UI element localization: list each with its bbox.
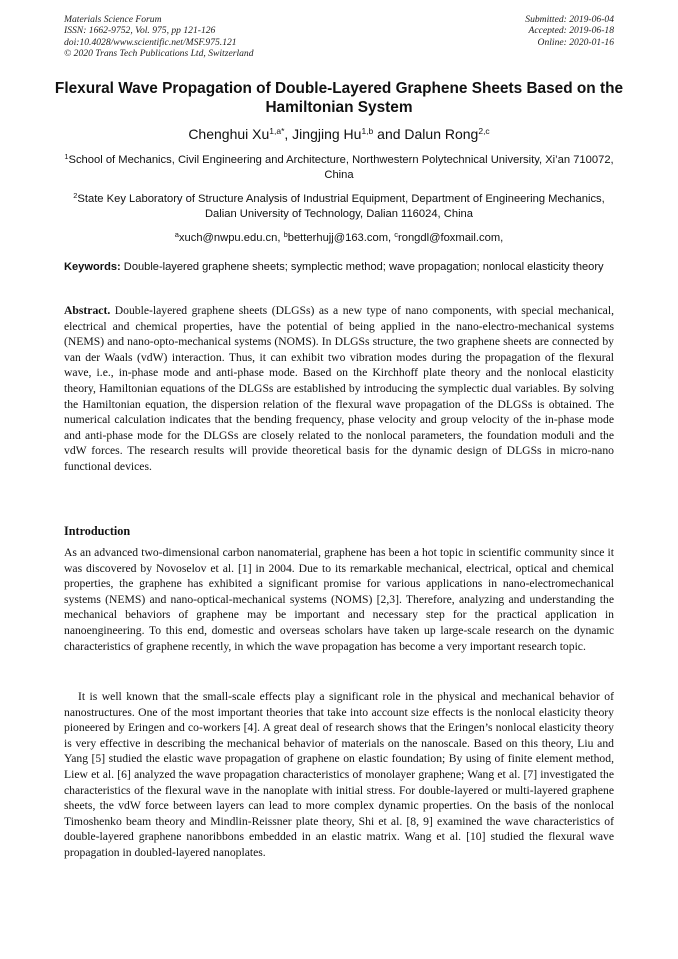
affiliation	[56, 149, 622, 183]
author-separator: and	[373, 126, 405, 142]
doi: doi:10.4028/www.scientific.net/MSF.975.121	[64, 36, 237, 48]
abstract-label: Abstract.	[64, 304, 111, 317]
copyright: © 2020 Trans Tech Publications Ltd, Switzerland	[64, 47, 254, 59]
submission-dates	[525, 14, 614, 48]
author-name: Dalun Rong	[404, 126, 479, 142]
keywords-text: Double-layered graphene sheets; symplectic method; wave propagation; nonlocal elasticity theory	[120, 261, 604, 273]
issn-volume: ISSN: 1662-9752, Vol. 975, pp 121-126	[64, 25, 216, 37]
submitted-date: Submitted: 2019-06-04	[525, 14, 614, 25]
introduction-heading: Introduction	[64, 524, 131, 538]
author-separator: ,	[284, 126, 293, 142]
affiliation	[56, 188, 622, 222]
author-name: Chenghui Xu	[188, 126, 270, 142]
author-name: Jingjing Hu	[292, 126, 362, 142]
keywords-label: Keywords:	[64, 261, 121, 273]
affiliation-text: State Key Laboratory of Structure Analysis of Industrial Equipment, Department of Engineering Mechanics, Dalian University of Technology, Dalian 116024, China	[77, 193, 605, 221]
accepted-date: Accepted: 2019-06-18	[528, 25, 614, 37]
author-affiliation-marker: 1,a*	[269, 126, 285, 136]
author-list	[40, 122, 638, 143]
abstract-text: Double-layered graphene sheets (DLGSs) as a new type of nano components, with special mechanical, electrical and chemical properties, have the potential of being applied in the nano-electro-mechanical systems (NEMS) and nano-opto-mechanical systems (NOMS). In DLGSs structure, the two graphene sheets are connected by van der Waals (vdW) interaction. Thus, it can exhibit two vibration modes during the propagation of the flexural wave, i.e., in-phase mode and anti-phase mode. Based on the Kirchhoff plate theory and the nonlocal elasticity theory, Hamiltonian equations of the DLGSs are established by introducing the symplectic dual variables. By solving the Hamiltonian equation, the dispersion relation of the flexural wave propagation of the DLGSs is obtained. The numerical calculation indicates that the bending frequency, phase velocity and group velocity of the in-phase mode and anti-phase mode for the DLGSs are closely related to the nonlocal parameters, the foundation moduli and the vdW forces. The research results will provide theoretical basis for the dynamic design of DLGSs in micro-nano functional devices.	[64, 304, 614, 473]
paper-title: Flexural Wave Propagation of Double-Layered Graphene Sheets Based on the Hamiltonian System	[54, 80, 624, 116]
author-affiliation-marker: 1,b	[361, 126, 374, 136]
introduction-paragraph: As an advanced two-dimensional carbon nanomaterial, graphene has been a hot topic in scientific community since it was discovered by Novoselov et al. [1] in 2004. Due to its remarkable mechanical, electrical, optical and chemical properties, the graphene has exhibited a significant promise for various applications in nano-electromechanical systems (NEMS) and nano-optical-mechanical systems (NOMS) [2,3]. Therefore, analyzing and understanding the mechanical behaviors of graphene may be important and necessary step for the practical application in nanoengineering. To this end, domestic and overseas scholars have taken up large-scale research on the dynamic characteristics of graphene recently, in which the wave propagation has become a very important research topic.	[64, 546, 614, 653]
journal-header	[64, 14, 614, 66]
email-address: betterhujj@163.com,	[287, 232, 395, 244]
journal-name: Materials Science Forum	[64, 14, 162, 25]
abstract-section	[64, 303, 614, 475]
journal-info	[64, 14, 254, 59]
online-date: Online: 2020-01-16	[537, 36, 614, 48]
introduction-paragraph: It is well known that the small-scale effects play a significant role in the physical and mechanical behavior of nanostructures. One of the most important theories that take into account size effects is the nonlocal elasticity theory pioneered by Eringen and co-workers [4]. A great deal of research shows that the Eringen’s nonlocal elasticity theory is very effective in describing the mechanical behavior of materials on the nanoscale. Based on this theory, Liu and Yang [5] studied the elastic wave propagation of graphene on elastic foundation; By using of finite element method, Liew et al. [6] analyzed the wave propagation characteristics of monolayer graphene; Wang et al. [7] investigated the characteristics of the flexural wave in the nanoplate with initial stress. For double-layered or multi-layered graphene sheets, the vdW force between layers can lead to more complex dynamic properties. On the basis of the nonlocal Timoshenko beam theory and Mindlin-Reissner plate theory, Shi et al. [8, 9] examined the wave characteristics of double-layered graphene nanoribbons embedded in an elastic matrix. Wang et al. [10] studied the flexural wave propagation in doubled-layered nanoplates.	[64, 690, 614, 859]
email-address: rongdl@foxmail.com,	[398, 232, 504, 244]
author-emails	[56, 227, 622, 246]
email-address: xuch@nwpu.edu.cn,	[178, 232, 284, 244]
affiliation-marker: 2	[73, 191, 78, 200]
email-marker: c	[394, 230, 398, 239]
email-marker: b	[283, 230, 288, 239]
keywords-section	[64, 260, 614, 274]
affiliation-marker: 1	[64, 152, 69, 161]
email-marker: a	[174, 230, 179, 239]
affiliation-text: School of Mechanics, Civil Engineering and Architecture, Northwestern Polytechnical University, Xi’an 710072, China	[68, 154, 614, 182]
author-affiliation-marker: 2,c	[478, 126, 490, 136]
